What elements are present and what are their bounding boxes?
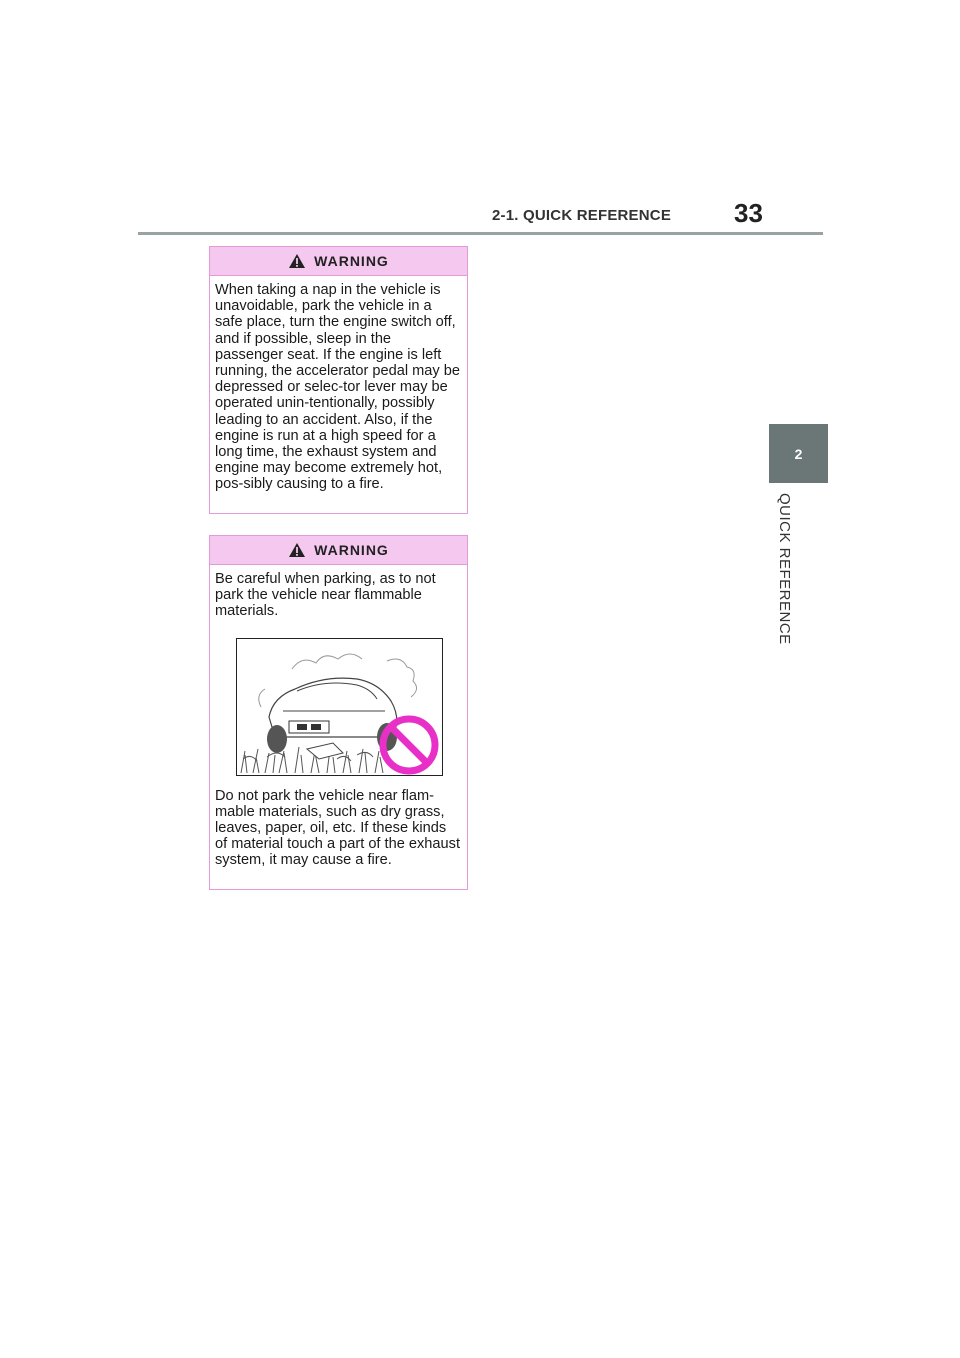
warning-box-nap <box>209 246 468 514</box>
warning-triangle-icon <box>288 253 306 269</box>
warning-title: WARNING <box>314 253 389 269</box>
warning-header <box>210 536 467 565</box>
chapter-tab-label: QUICK REFERENCE <box>776 493 793 645</box>
warning-box-parking <box>209 535 468 890</box>
warning-header <box>210 247 467 276</box>
chapter-tab[interactable]: 2 <box>769 424 828 483</box>
warning-text: Be careful when parking, as to not park the vehicle near flammable materials. <box>215 571 436 620</box>
car-near-grass-illustration <box>237 639 442 775</box>
warning-text-after-illustration: Do not park the vehicle near flam-mable materials, such as dry grass, leaves, paper, oil, etc. If these kinds of material touch a part of the exhaust system, it may cause a fire. <box>215 787 460 869</box>
warning-text: When taking a nap in the vehicle is unavoidable, park the vehicle in a safe place, turn the engine switch off, and if possible, sleep in the passenger seat. If the engine is left running, the accelerator pedal may be depressed or selec-tor lever may be operated unin-tentionally, possibly leading to an accident. Also, if the engine is run at a high speed for a long time, the exhaust system and engine may become extremely hot, pos-sibly causing to a fire. <box>215 282 461 493</box>
page-number: 33 <box>734 198 763 228</box>
header-divider <box>138 232 823 235</box>
section-title: 2-1. QUICK REFERENCE <box>492 207 672 224</box>
parking-illustration <box>236 638 443 776</box>
warning-title: WARNING <box>314 542 389 558</box>
warning-triangle-icon <box>288 542 306 558</box>
